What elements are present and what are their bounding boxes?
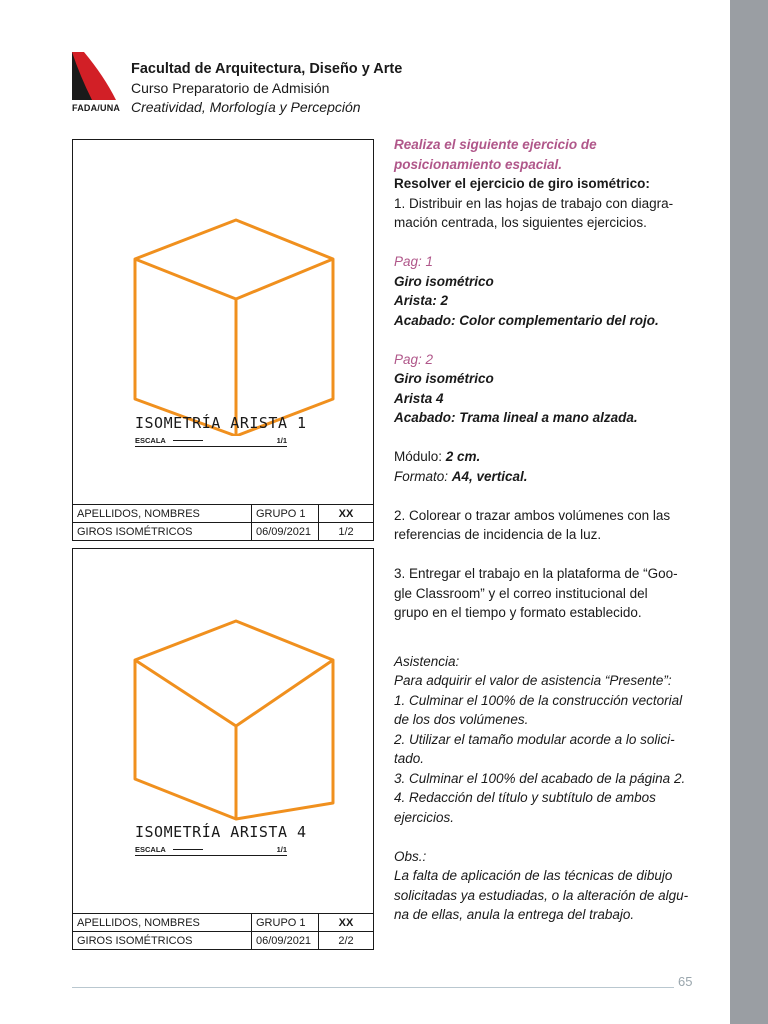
isometric-cube-arista-1: [131, 216, 337, 436]
format-line: [394, 467, 694, 487]
sheet-title: ISOMETRÍA ARISTA 4: [135, 823, 307, 841]
date-cell: 06/09/2021: [252, 932, 319, 950]
attendance-line: de los dos volúmenes.: [394, 712, 529, 727]
table-row: [73, 523, 373, 541]
scale-label: ESCALA: [135, 436, 166, 445]
attendance-line: 3. Culminar el 100% del acabado de la página 2.: [394, 770, 686, 786]
course-subtitle: Curso Preparatorio de Admisión: [131, 80, 330, 96]
logo-text: FADA/UNA: [72, 103, 121, 113]
module-line: [394, 447, 694, 467]
step-2-line: 2. Colorear o trazar ambos volúmenes con las: [394, 507, 671, 523]
title-block: [73, 504, 373, 540]
subject-cell: GIROS ISOMÉTRICOS: [73, 932, 252, 950]
obs-title: Obs.:: [394, 848, 427, 864]
worksheet-1: [72, 139, 374, 541]
step-2-line: referencias de incidencia de la luz.: [394, 527, 602, 542]
side-bar: [730, 0, 768, 1024]
scale-row: [135, 845, 287, 854]
page-2-line: Arista 4: [394, 390, 444, 406]
course-topic: Creatividad, Morfología y Percepción: [131, 99, 361, 115]
scale-value: 1/1: [276, 845, 287, 854]
instructions: [394, 135, 694, 925]
page-2-line: Acabado: Trama lineal a mano alzada.: [394, 410, 638, 425]
step-1-line: 1. Distribuir en las hojas de trabajo con diagra-: [394, 195, 674, 211]
attendance-line: 4. Redacción del título y subtítulo de ambos: [394, 790, 656, 805]
faculty-title: Facultad de Arquitectura, Diseño y Arte: [131, 61, 403, 77]
scale-value: 1/1: [276, 436, 287, 445]
scale-line: [173, 440, 203, 441]
page-cell: 2/2: [319, 932, 374, 950]
step-3-line: gle Classroom” y el correo institucional del: [394, 585, 648, 601]
footer-rule: [72, 987, 674, 988]
mark-cell: XX: [319, 914, 374, 932]
page-1-line: Acabado: Color complementario del rojo.: [394, 312, 659, 328]
intro-line: posicionamiento espacial.: [394, 156, 563, 172]
obs-line: na de ellas, anula la entrega del trabajo.: [394, 907, 635, 922]
module-value: 2 cm.: [445, 449, 481, 464]
step-1-line: mación centrada, los siguientes ejercicios.: [394, 215, 647, 230]
format-value: A4, vertical.: [451, 468, 528, 484]
attendance-line: 1. Culminar el 100% de la construcción vectorial: [394, 692, 683, 708]
isometric-cube-arista-4: [131, 603, 337, 823]
intro-line: Realiza el siguiente ejercicio de: [394, 137, 597, 152]
page-1-label: Pag: 1: [394, 254, 434, 269]
table-row: [73, 932, 373, 950]
attendance-line: ejercicios.: [394, 809, 455, 825]
module-label: Módulo:: [394, 449, 446, 464]
table-row: [73, 505, 373, 523]
mark-cell: XX: [319, 505, 374, 523]
obs-line: La falta de aplicación de las técnicas de dibujo: [394, 868, 673, 883]
scale-label: ESCALA: [135, 845, 166, 854]
name-cell: APELLIDOS, NOMBRES: [73, 505, 252, 523]
attendance-line: Para adquirir el valor de asistencia “Presente”:: [394, 673, 672, 688]
scale-line: [173, 849, 203, 850]
sheet-title: ISOMETRÍA ARISTA 1: [135, 414, 307, 432]
attendance-line: tado.: [394, 751, 425, 766]
subject-cell: GIROS ISOMÉTRICOS: [73, 523, 252, 541]
scale-underline: [135, 446, 287, 447]
page-2-line: Giro isométrico: [394, 371, 494, 386]
header: [131, 60, 402, 117]
obs-line: solicitadas ya estudiadas, o la alteración de algu-: [394, 887, 689, 903]
scale-row: [135, 436, 287, 445]
date-cell: 06/09/2021: [252, 523, 319, 541]
worksheet-2: [72, 548, 374, 950]
table-row: [73, 914, 373, 932]
page-2-label: Pag: 2: [394, 351, 434, 367]
format-label: Formato:: [394, 468, 452, 484]
step-3-line: grupo en el tiempo y formato establecido.: [394, 605, 642, 620]
exercise-heading: Resolver el ejercicio de giro isométrico:: [394, 176, 650, 191]
page-1-line: Giro isométrico: [394, 273, 494, 289]
step-3-line: 3. Entregar el trabajo en la plataforma de “Goo-: [394, 566, 678, 581]
group-cell: GRUPO 1: [252, 914, 319, 932]
attendance-title: Asistencia:: [394, 653, 460, 669]
page-1-line: Arista: 2: [394, 293, 449, 308]
page-number: 65: [678, 974, 693, 989]
group-cell: GRUPO 1: [252, 505, 319, 523]
attendance-line: 2. Utilizar el tamaño modular acorde a lo solici-: [394, 731, 675, 747]
title-block: [73, 913, 373, 949]
page-cell: 1/2: [319, 523, 374, 541]
name-cell: APELLIDOS, NOMBRES: [73, 914, 252, 932]
scale-underline: [135, 855, 287, 856]
